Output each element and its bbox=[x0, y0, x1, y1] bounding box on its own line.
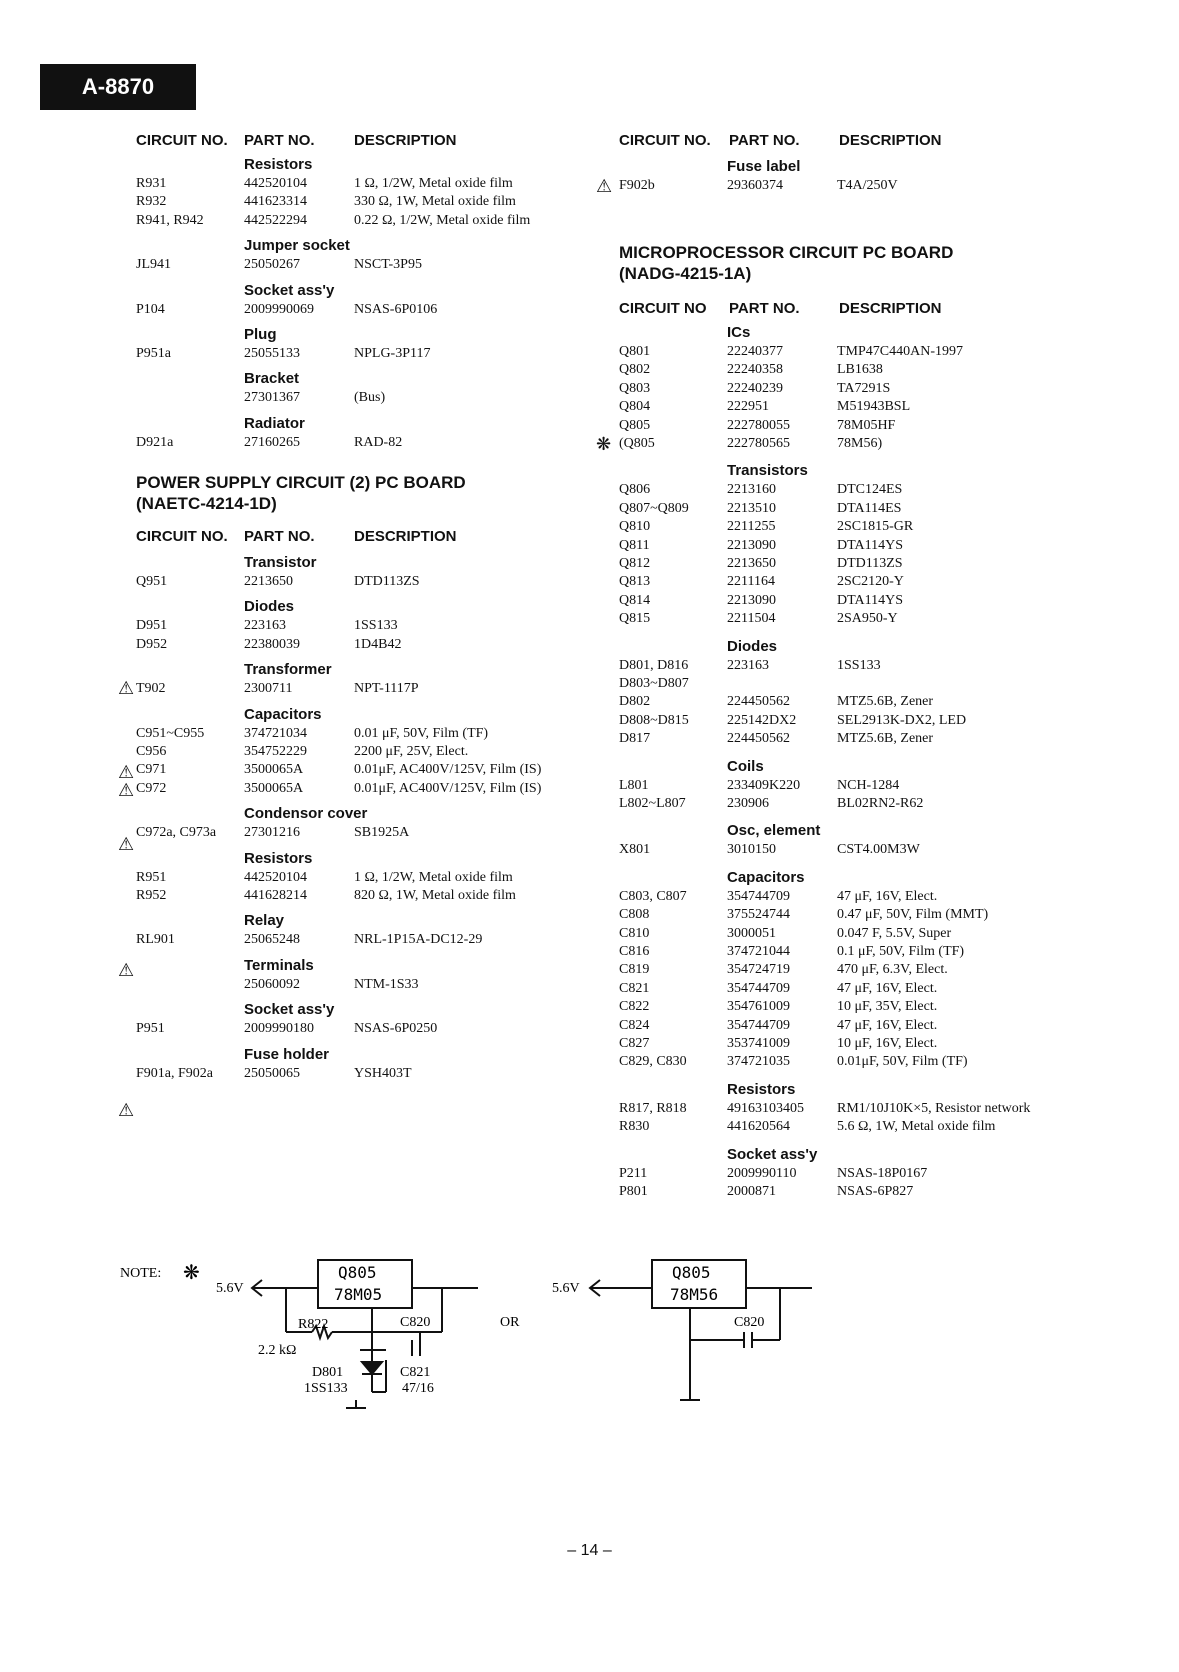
circuit-cell: P211 bbox=[619, 1165, 648, 1181]
part-cell: 2213650 bbox=[727, 556, 776, 571]
part-cell: 25050267 bbox=[244, 257, 300, 273]
circuit-cell: RL901 bbox=[136, 932, 175, 948]
circuit-cell: Q811 bbox=[619, 537, 650, 553]
circuit-cell: P951 bbox=[136, 1021, 165, 1037]
part-cell: 22240239 bbox=[727, 380, 783, 396]
desc-cell: 10 μF, 35V, Elect. bbox=[837, 999, 938, 1015]
part-cell: 233409K220 bbox=[727, 777, 801, 793]
desc-cell: NTM-1S33 bbox=[354, 976, 419, 992]
circuit-cell: Q807~Q809 bbox=[619, 500, 689, 516]
section-title: Jumper socket bbox=[244, 237, 350, 255]
desc-cell: 78M05HF bbox=[837, 417, 896, 433]
col-header-part: PART NO. bbox=[244, 132, 315, 149]
circuit-cell: Q804 bbox=[619, 399, 651, 415]
desc-cell: (Bus) bbox=[354, 390, 386, 406]
circuit-cell: C810 bbox=[619, 925, 650, 941]
circuit-cell: C951~C955 bbox=[136, 725, 205, 741]
desc-cell: 0.01μF, AC400V/125V, Film (IS) bbox=[354, 780, 542, 796]
section-title: Resistors bbox=[727, 1080, 796, 1098]
micro-board-title: MICROPROCESSOR CIRCUIT PC BOARD (NADG-4215-1A) bbox=[619, 243, 954, 283]
note-label: NOTE: bbox=[120, 1266, 162, 1281]
model-badge: A-8870 bbox=[40, 64, 196, 110]
section-title: Socket ass'y bbox=[244, 1001, 335, 1019]
part-cell: 2009990110 bbox=[727, 1165, 797, 1181]
right-voltage-label: 5.6V bbox=[552, 1281, 580, 1296]
section-title: Transistors bbox=[727, 462, 808, 480]
desc-cell: 0.1 μF, 50V, Film (TF) bbox=[837, 944, 965, 959]
part-cell: 22380039 bbox=[244, 636, 300, 652]
part-cell: 374721044 bbox=[727, 944, 790, 959]
part-cell: 442520104 bbox=[244, 176, 307, 191]
part-cell: 2000871 bbox=[727, 1184, 776, 1199]
left-cap-bottom-value: 47/16 bbox=[402, 1381, 434, 1396]
part-cell: 2213090 bbox=[727, 592, 776, 608]
circuit-cell: Q802 bbox=[619, 362, 651, 378]
section-title: Resistors bbox=[244, 156, 313, 173]
part-cell: 27160265 bbox=[244, 434, 300, 450]
desc-cell: 0.47 μF, 50V, Film (MMT) bbox=[837, 907, 989, 923]
warning-triangle-icon: ⚠ bbox=[118, 762, 135, 783]
part-cell: 22240377 bbox=[727, 344, 783, 359]
part-cell: 2211504 bbox=[727, 611, 776, 627]
circuit-cell: R941, R942 bbox=[136, 212, 204, 228]
desc-cell: 1SS133 bbox=[837, 657, 881, 673]
circuit-cell: R931 bbox=[136, 176, 167, 191]
section-title: Plug bbox=[244, 326, 277, 343]
part-cell: 354744709 bbox=[727, 888, 790, 904]
left-resistor-label: R822 bbox=[298, 1317, 329, 1332]
circuit-cell: L802~L807 bbox=[619, 796, 686, 811]
right-ic-part: 78M56 bbox=[670, 1285, 719, 1304]
circuit-cell: D921a bbox=[136, 434, 174, 450]
part-cell: 27301216 bbox=[244, 825, 300, 841]
desc-cell: 2SA950-Y bbox=[837, 611, 898, 627]
desc-cell: MTZ5.6B, Zener bbox=[837, 731, 934, 747]
circuit-cell: Q814 bbox=[619, 592, 651, 608]
part-cell: 223163 bbox=[244, 618, 286, 634]
circuit-cell: C819 bbox=[619, 962, 650, 978]
desc-cell: DTA114YS bbox=[837, 537, 904, 553]
desc-cell: CST4.00M3W bbox=[837, 842, 920, 858]
desc-cell: 2SC2120-Y bbox=[837, 574, 904, 590]
right-col-header-desc: DESCRIPTION bbox=[839, 132, 942, 149]
part-cell: 222951 bbox=[727, 399, 769, 415]
circuit-cell: Q951 bbox=[136, 574, 168, 589]
part-cell: 3500065A bbox=[244, 780, 304, 796]
desc-cell: M51943BSL bbox=[837, 399, 911, 415]
circuit-cell: R830 bbox=[619, 1119, 650, 1135]
part-cell: 223163 bbox=[727, 657, 769, 673]
part-cell: 441620564 bbox=[727, 1119, 790, 1135]
asterisk-symbol-icon: ❋ bbox=[596, 434, 612, 455]
left-ic-part: 78M05 bbox=[334, 1285, 383, 1304]
part-cell: 222780055 bbox=[727, 417, 790, 433]
part-cell: 442522294 bbox=[244, 212, 307, 228]
desc-cell: 1 Ω, 1/2W, Metal oxide film bbox=[354, 176, 513, 191]
left-cap-top-label: C820 bbox=[400, 1315, 431, 1330]
desc-cell: 470 μF, 6.3V, Elect. bbox=[837, 962, 948, 978]
desc-cell: DTD113ZS bbox=[837, 556, 903, 571]
desc-cell: LB1638 bbox=[837, 362, 883, 378]
section-title: Coils bbox=[727, 757, 764, 775]
col-header-circuit: CIRCUIT NO. bbox=[136, 132, 228, 149]
part-cell: 225142DX2 bbox=[727, 712, 797, 728]
desc-cell: 1D4B42 bbox=[354, 636, 402, 652]
desc-cell: 2200 μF, 25V, Elect. bbox=[354, 744, 469, 759]
left-diode-label: D801 bbox=[312, 1365, 344, 1380]
part-cell: 354752229 bbox=[244, 744, 307, 759]
circuit-cell: C824 bbox=[619, 1017, 650, 1033]
section-title: Terminals bbox=[244, 956, 314, 974]
power-col-header-circuit: CIRCUIT NO. bbox=[136, 528, 228, 545]
desc-cell: MTZ5.6B, Zener bbox=[837, 694, 934, 710]
part-cell: 27301367 bbox=[244, 390, 300, 406]
circuit-cell: P951a bbox=[136, 346, 171, 361]
desc-cell: DTA114ES bbox=[837, 500, 902, 516]
page-number: – 14 – bbox=[567, 1542, 612, 1559]
section-title: Fuse label bbox=[727, 158, 801, 175]
circuit-cell: D801, D816 bbox=[619, 657, 689, 673]
section-title: Diodes bbox=[244, 598, 295, 616]
circuit-cell: P801 bbox=[619, 1184, 648, 1199]
desc-cell: RAD-82 bbox=[354, 434, 403, 450]
desc-cell: 0.01μF, AC400V/125V, Film (IS) bbox=[354, 762, 542, 778]
circuit-cell: D817 bbox=[619, 731, 651, 747]
desc-cell: 5.6 Ω, 1W, Metal oxide film bbox=[837, 1119, 996, 1135]
part-cell: 2213510 bbox=[727, 500, 776, 516]
part-cell: 2211164 bbox=[727, 574, 775, 590]
part-cell: 29360374 bbox=[727, 178, 783, 193]
part-cell: 25060092 bbox=[244, 976, 300, 992]
section-title: ICs bbox=[727, 324, 751, 341]
section-title: Relay bbox=[244, 912, 285, 930]
section-title: Socket ass'y bbox=[727, 1145, 818, 1163]
section-title: Fuse holder bbox=[244, 1045, 330, 1063]
desc-cell: NCH-1284 bbox=[837, 777, 900, 793]
circuit-cell: Q806 bbox=[619, 482, 651, 498]
power-col-header-part: PART NO. bbox=[244, 528, 315, 545]
part-cell: 354761009 bbox=[727, 999, 790, 1015]
part-cell: 2211255 bbox=[727, 519, 776, 535]
desc-cell: TMP47C440AN-1997 bbox=[837, 344, 964, 359]
section-title: Capacitors bbox=[727, 868, 805, 886]
circuit-cell: Q805 bbox=[619, 417, 651, 433]
circuit-cell: X801 bbox=[619, 842, 651, 858]
section-title: Transformer bbox=[244, 661, 332, 679]
power-col-header-desc: DESCRIPTION bbox=[354, 528, 457, 545]
circuit-cell: Q801 bbox=[619, 344, 651, 359]
part-cell: 374721035 bbox=[727, 1054, 790, 1070]
desc-cell: DTA114YS bbox=[837, 592, 904, 608]
circuit-cell: F901a, F902a bbox=[136, 1065, 213, 1081]
left-diode-part: 1SS133 bbox=[304, 1381, 348, 1396]
circuit-cell: Q815 bbox=[619, 611, 651, 627]
section-title: Socket ass'y bbox=[244, 281, 335, 299]
desc-cell: NSAS-18P0167 bbox=[837, 1165, 928, 1181]
desc-cell: BL02RN2-R62 bbox=[837, 796, 924, 811]
desc-cell: 820 Ω, 1W, Metal oxide film bbox=[354, 888, 516, 903]
part-cell: 25065248 bbox=[244, 932, 300, 948]
desc-cell: NPT-1117P bbox=[354, 681, 419, 697]
desc-cell: 1SS133 bbox=[354, 618, 398, 634]
circuit-cell: C803, C807 bbox=[619, 888, 687, 904]
desc-cell: 47 μF, 16V, Elect. bbox=[837, 980, 938, 996]
circuit-cell: C971 bbox=[136, 762, 167, 778]
circuit-cell: Q812 bbox=[619, 556, 651, 571]
part-cell: 25055133 bbox=[244, 346, 300, 361]
part-cell: 3000051 bbox=[727, 925, 776, 941]
circuit-cell: Q810 bbox=[619, 519, 651, 535]
desc-cell: YSH403T bbox=[354, 1065, 412, 1081]
part-cell: 353741009 bbox=[727, 1036, 790, 1051]
circuit-cell: D952 bbox=[136, 636, 168, 652]
power-board-title: POWER SUPPLY CIRCUIT (2) PC BOARD (NAETC-4214-1D) bbox=[136, 473, 466, 513]
part-cell: 354744709 bbox=[727, 980, 790, 996]
warning-triangle-icon: ⚠ bbox=[118, 1100, 135, 1121]
asterisk-symbol-icon: ❋ bbox=[183, 1262, 200, 1284]
circuit-cell: R817, R818 bbox=[619, 1100, 687, 1116]
part-cell: 441628214 bbox=[244, 888, 307, 903]
circuit-cell: P104 bbox=[136, 301, 165, 317]
right-col-header-part: PART NO. bbox=[729, 132, 800, 149]
part-cell: 442520104 bbox=[244, 869, 307, 885]
desc-cell: SB1925A bbox=[354, 825, 410, 841]
micro-col-header-circuit: CIRCUIT NO bbox=[619, 300, 707, 317]
desc-cell: 47 μF, 16V, Elect. bbox=[837, 888, 938, 904]
desc-cell: 47 μF, 16V, Elect. bbox=[837, 1017, 938, 1033]
col-header-desc: DESCRIPTION bbox=[354, 132, 457, 149]
circuit-cell: C956 bbox=[136, 744, 167, 759]
warning-triangle-icon: ⚠ bbox=[118, 960, 135, 981]
or-label: OR bbox=[500, 1315, 520, 1330]
section-title: Condensor cover bbox=[244, 805, 368, 823]
part-cell: 224450562 bbox=[727, 694, 790, 710]
part-cell: 2213160 bbox=[727, 482, 776, 498]
circuit-cell: C972a, C973a bbox=[136, 825, 217, 841]
desc-cell: TA7291S bbox=[837, 380, 891, 396]
part-cell: 374721034 bbox=[244, 725, 307, 741]
desc-cell: 0.22 Ω, 1/2W, Metal oxide film bbox=[354, 212, 531, 228]
desc-cell: 2SC1815-GR bbox=[837, 519, 914, 535]
section-title: Osc, element bbox=[727, 822, 821, 840]
desc-cell: 78M56) bbox=[837, 436, 883, 451]
desc-cell: RM1/10J10K×5, Resistor network bbox=[837, 1100, 1031, 1116]
part-cell: 22240358 bbox=[727, 362, 783, 378]
section-title: Bracket bbox=[244, 370, 300, 388]
circuit-cell: C816 bbox=[619, 944, 650, 959]
part-cell: 3010150 bbox=[727, 842, 776, 858]
desc-cell: NRL-1P15A-DC12-29 bbox=[354, 932, 483, 948]
circuit-cell: C829, C830 bbox=[619, 1054, 687, 1070]
part-cell: 2009990180 bbox=[244, 1021, 314, 1037]
circuit-cell: JL941 bbox=[136, 257, 171, 273]
left-ic-name: Q805 bbox=[338, 1263, 377, 1282]
circuit-cell: D951 bbox=[136, 618, 168, 634]
desc-cell: NSAS-6P827 bbox=[837, 1184, 914, 1199]
circuit-cell: (Q805 bbox=[619, 436, 655, 451]
right-cap-label: C820 bbox=[734, 1315, 765, 1330]
circuit-cell: D802 bbox=[619, 694, 651, 710]
micro-col-header-part: PART NO. bbox=[729, 300, 800, 317]
micro-col-header-desc: DESCRIPTION bbox=[839, 300, 942, 317]
circuit-cell: D808~D815 bbox=[619, 712, 689, 728]
desc-cell: 330 Ω, 1W, Metal oxide film bbox=[354, 194, 516, 210]
circuit-cell: C972 bbox=[136, 780, 167, 796]
desc-cell: 0.01μF, 50V, Film (TF) bbox=[837, 1054, 968, 1070]
circuit-cell: Q813 bbox=[619, 574, 651, 590]
note-schematic bbox=[0, 1240, 1179, 1460]
circuit-cell: R951 bbox=[136, 869, 167, 885]
section-title: Transistor bbox=[244, 554, 317, 571]
desc-cell: DTC124ES bbox=[837, 482, 903, 498]
desc-cell: 0.047 F, 5.5V, Super bbox=[837, 925, 952, 941]
desc-cell: NPLG-3P117 bbox=[354, 346, 431, 361]
circuit-cell: R932 bbox=[136, 194, 167, 210]
circuit-cell: C827 bbox=[619, 1036, 650, 1051]
left-voltage-label: 5.6V bbox=[216, 1281, 244, 1296]
part-cell: 224450562 bbox=[727, 731, 790, 747]
warning-triangle-icon: ⚠ bbox=[596, 176, 613, 197]
desc-cell: SEL2913K-DX2, LED bbox=[837, 712, 967, 728]
circuit-cell: T902 bbox=[136, 681, 166, 697]
circuit-cell: D803~D807 bbox=[619, 676, 689, 691]
circuit-cell: R952 bbox=[136, 888, 167, 903]
right-col-header-circuit: CIRCUIT NO. bbox=[619, 132, 711, 149]
part-cell: 375524744 bbox=[727, 907, 790, 923]
part-cell: 354744709 bbox=[727, 1017, 790, 1033]
desc-cell: NSCT-3P95 bbox=[354, 257, 422, 273]
warning-triangle-icon: ⚠ bbox=[118, 678, 135, 699]
desc-cell: DTD113ZS bbox=[354, 574, 420, 589]
part-cell: 25050065 bbox=[244, 1065, 300, 1081]
circuit-cell: C821 bbox=[619, 980, 650, 996]
left-resistor-value: 2.2 kΩ bbox=[258, 1343, 297, 1358]
part-cell: 441623314 bbox=[244, 194, 307, 210]
right-ic-name: Q805 bbox=[672, 1263, 711, 1282]
part-cell: 222780565 bbox=[727, 436, 790, 451]
circuit-cell: C822 bbox=[619, 999, 650, 1015]
section-title: Capacitors bbox=[244, 705, 322, 723]
part-cell: 230906 bbox=[727, 796, 769, 811]
circuit-cell: Q803 bbox=[619, 380, 651, 396]
desc-cell: 0.01 μF, 50V, Film (TF) bbox=[354, 725, 489, 741]
section-title: Diodes bbox=[727, 637, 778, 655]
desc-cell: NSAS-6P0250 bbox=[354, 1021, 438, 1037]
part-cell: 2300711 bbox=[244, 681, 293, 697]
part-cell: 354724719 bbox=[727, 962, 790, 978]
part-cell: 49163103405 bbox=[727, 1100, 804, 1116]
part-cell: 2213090 bbox=[727, 537, 776, 553]
desc-cell: NSAS-6P0106 bbox=[354, 301, 438, 317]
circuit-cell: L801 bbox=[619, 777, 649, 793]
circuit-cell: F902b bbox=[619, 178, 655, 193]
circuit-cell: C808 bbox=[619, 907, 650, 923]
part-cell: 2213650 bbox=[244, 574, 293, 589]
part-cell: 3500065A bbox=[244, 762, 304, 778]
section-title: Radiator bbox=[244, 414, 305, 432]
part-cell: 2009990069 bbox=[244, 301, 314, 317]
desc-cell: 10 μF, 16V, Elect. bbox=[837, 1036, 938, 1051]
warning-triangle-icon: ⚠ bbox=[118, 834, 135, 855]
left-circuit-wires bbox=[252, 1260, 478, 1408]
section-title: Resistors bbox=[244, 849, 313, 867]
left-cap-bottom-label: C821 bbox=[400, 1365, 431, 1380]
desc-cell: 1 Ω, 1/2W, Metal oxide film bbox=[354, 869, 513, 885]
warning-triangle-icon: ⚠ bbox=[118, 780, 135, 801]
desc-cell: T4A/250V bbox=[837, 178, 898, 193]
